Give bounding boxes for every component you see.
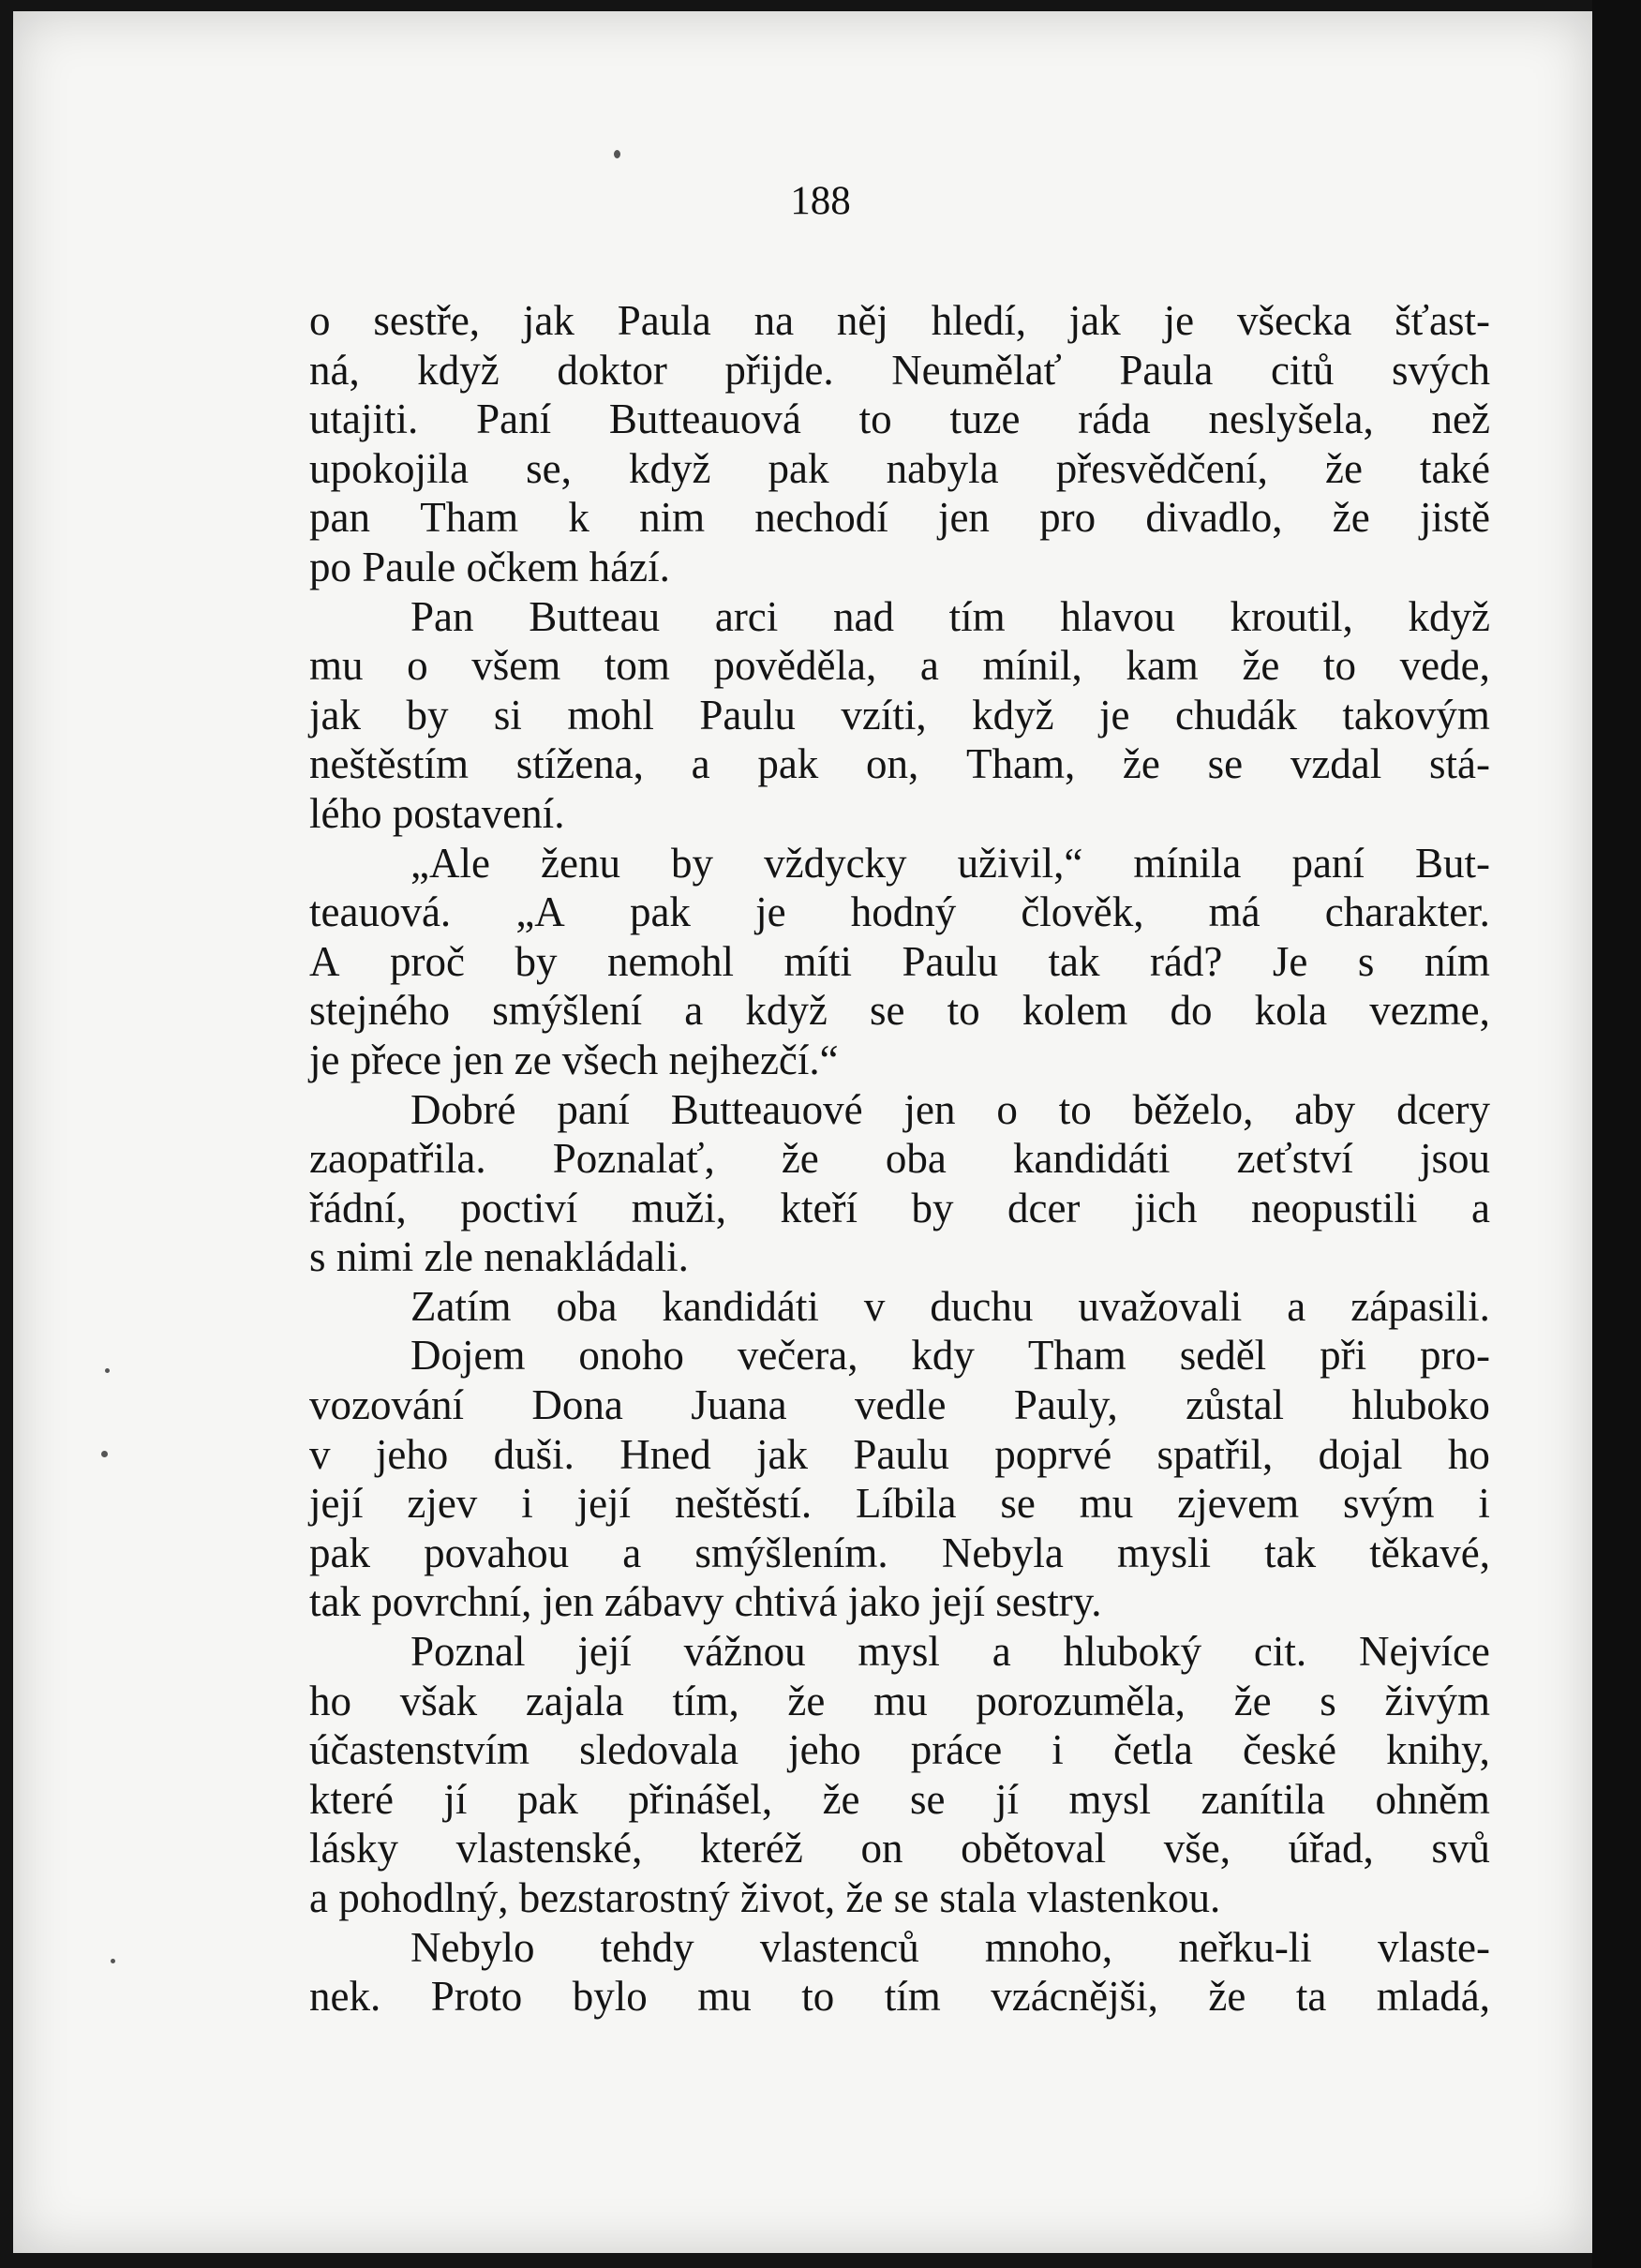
text-line: utajiti. Paní Butteauová to tuze ráda neslyšela, než [309,395,1490,443]
text-line: „Ale ženu by vždycky uživil,“ mínila paní But- [410,839,1490,887]
text-line: a pohodlný, bezstarostný život, že se stala vlastenkou. [309,1874,1221,1921]
text-line: které jí pak přinášel, že se jí mysl zanítila ohněm [309,1775,1490,1823]
text-line: pan Tham k nim nechodí jen pro divadlo, že jistě [309,494,1490,542]
ink-speck [614,150,620,158]
text-line: Poznal její vážnou mysl a hluboký cit. Nejvíce [410,1628,1490,1676]
body-text [309,296,1490,2022]
text-line: teauová. „A pak je hodný člověk, má charakter. [309,888,1490,936]
text-line: lého postavení. [309,789,565,837]
text-line: Dojem onoho večera, kdy Tham seděl při pro- [410,1332,1490,1380]
text-line: lásky vlastenské, kteréž on obětoval vše, úřad, svů [309,1825,1490,1873]
text-line: upokojila se, když pak nabyla přesvědčení, že také [309,444,1490,492]
text-line: nek. Proto bylo mu to tím vzácnějši, že ta mladá, [309,1973,1490,2021]
text-line: Pan Butteau arci nad tím hlavou kroutil, když [410,592,1490,640]
text-line: mu o všem tom pověděla, a mínil, kam že to vede, [309,642,1490,690]
text-line: vozování Dona Juana vedle Pauly, zůstal hluboko [309,1381,1490,1429]
text-line: ho však zajala tím, že mu porozuměla, že s živým [309,1677,1490,1724]
text-line: tak povrchní, jen zábavy chtivá jako její sestry. [309,1578,1102,1626]
ink-speck [105,1368,110,1373]
ink-speck [101,1451,108,1457]
page-edge-shadow [1592,0,1641,2268]
text-line: A proč by nemohl míti Paulu tak rád? Je s ním [309,937,1490,985]
text-line: jak by si mohl Paulu vzíti, když je chudák takovým [309,691,1490,739]
text-line: stejného smýšlení a když se to kolem do kola vezme, [309,987,1490,1035]
text-line: řádní, poctiví muži, kteří by dcer jich neopustili a [309,1184,1490,1231]
ink-speck [111,1959,115,1963]
page-number: 188 [790,179,851,223]
text-line: v jeho duši. Hned jak Paulu poprvé spatřil, dojal ho [309,1430,1490,1478]
text-line: její zjev i její neštěstí. Líbila se mu zjevem svým i [309,1480,1490,1528]
text-line: účastenstvím sledovala jeho práce i četla české knihy, [309,1726,1490,1774]
text-line: Nebylo tehdy vlastenců mnoho, neřku-li vlaste- [410,1923,1490,1971]
text-line: po Paule očkem hází. [309,543,670,590]
text-line: Zatím oba kandidáti v duchu uvažovali a zápasili. [410,1282,1490,1330]
text-line: Dobré paní Butteauové jen o to běželo, aby dcery [410,1085,1490,1133]
text-line: o sestře, jak Paula na něj hledí, jak je všecka šťast- [309,297,1490,344]
text-line: ná, když doktor přijde. Neumělať Paula citů svých [309,346,1490,394]
text-line: je přece jen ze všech nejhezčí.“ [309,1036,839,1083]
text-line: pak povahou a smýšlením. Nebyla mysli tak těkavé, [309,1529,1490,1576]
text-line: zaopatřila. Poznalať, že oba kandidáti zeťství jsou [309,1135,1490,1183]
text-line: s nimi zle nenakládali. [309,1233,689,1281]
text-line: neštěstím stížena, a pak on, Tham, že se vzdal stá- [309,740,1490,788]
